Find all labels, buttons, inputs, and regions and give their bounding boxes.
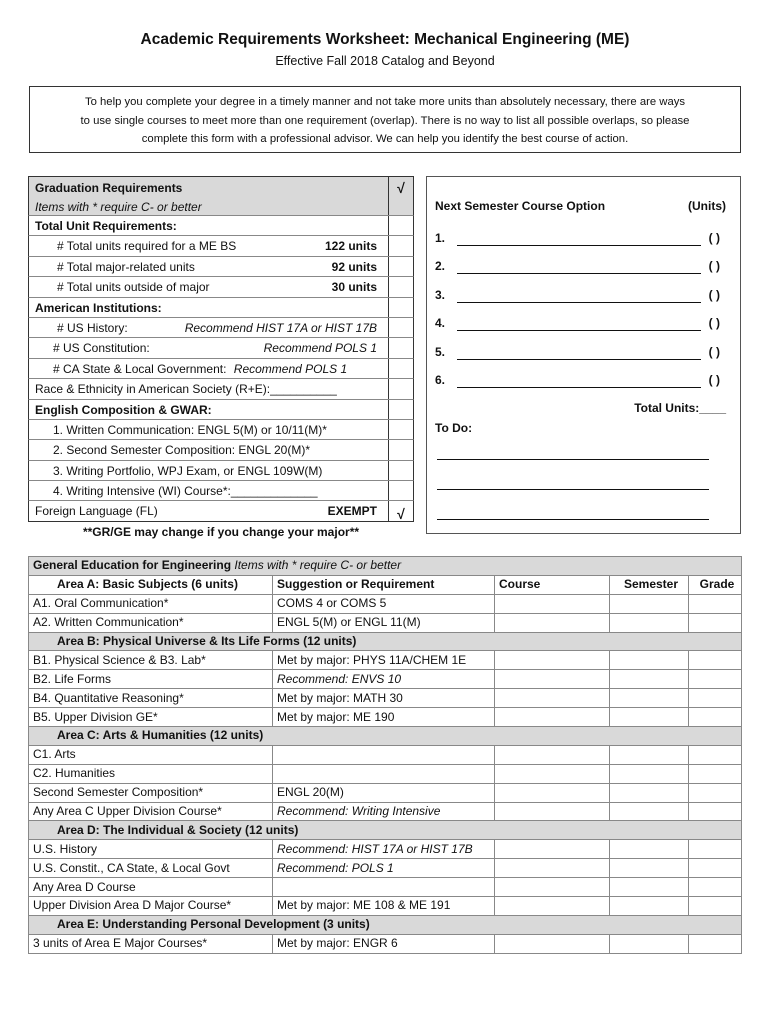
grad-note-row bbox=[28, 522, 414, 542]
course-cell[interactable] bbox=[495, 613, 610, 632]
option-number: 1. bbox=[435, 231, 446, 245]
grade-cell[interactable] bbox=[689, 859, 742, 878]
check-cell[interactable] bbox=[388, 440, 413, 459]
english-item: 3. Writing Portfolio, WPJ Exam, or ENGL 109W(M) bbox=[53, 463, 323, 478]
grad-row-value: 92 units bbox=[331, 259, 377, 274]
grade-cell[interactable] bbox=[689, 594, 742, 613]
requirement-cell: 3 units of Area E Major Courses* bbox=[29, 934, 273, 953]
option-number: 5. bbox=[435, 345, 446, 359]
course-cell[interactable] bbox=[495, 934, 610, 953]
area-row bbox=[29, 632, 742, 651]
check-cell[interactable] bbox=[388, 236, 413, 255]
requirement-cell: B2. Life Forms bbox=[29, 670, 273, 689]
total-units[interactable]: Total Units:____ bbox=[634, 401, 726, 415]
semester-cell[interactable] bbox=[610, 651, 689, 670]
grad-row-value: 30 units bbox=[331, 280, 377, 295]
course-cell[interactable] bbox=[495, 859, 610, 878]
area-b-heading: Area B: Physical Universe & Its Life Forms (12 units) bbox=[29, 632, 742, 651]
check-cell[interactable] bbox=[388, 298, 413, 317]
option-units[interactable]: ( ) bbox=[708, 259, 720, 273]
requirement-cell: U.S. Constit., CA State, & Local Govt bbox=[29, 859, 273, 878]
check-cell[interactable] bbox=[388, 481, 413, 500]
grade-cell[interactable] bbox=[689, 689, 742, 708]
suggestion-cell bbox=[273, 764, 495, 783]
grad-row bbox=[28, 318, 414, 338]
course-cell[interactable] bbox=[495, 764, 610, 783]
todo-label: To Do: bbox=[435, 421, 473, 435]
option-line[interactable] bbox=[457, 259, 701, 274]
course-cell[interactable] bbox=[495, 745, 610, 764]
graduation-requirements bbox=[28, 176, 414, 542]
us-constitution-value: Recommend POLS 1 bbox=[263, 341, 377, 356]
foreign-language-label: Foreign Language (FL) bbox=[35, 504, 158, 519]
english-composition-label: English Composition & GWAR: bbox=[35, 402, 212, 417]
grade-cell[interactable] bbox=[689, 934, 742, 953]
table-row bbox=[29, 859, 742, 878]
ge-header-row bbox=[29, 575, 742, 594]
american-institutions-label: American Institutions: bbox=[35, 300, 162, 315]
grad-row bbox=[28, 379, 414, 399]
english-item: 4. Writing Intensive (WI) Course*:_____________ bbox=[53, 484, 318, 499]
grade-cell[interactable] bbox=[689, 651, 742, 670]
requirement-cell: C1. Arts bbox=[29, 745, 273, 764]
check-header: √ bbox=[388, 177, 413, 215]
table-row bbox=[29, 802, 742, 821]
option-line[interactable] bbox=[457, 231, 701, 246]
us-history-label: # US History: bbox=[57, 320, 128, 335]
intro-line: complete this form with a professional advisor. We can help you identify the best course of action. bbox=[141, 133, 629, 145]
semester-cell[interactable] bbox=[610, 859, 689, 878]
option-units[interactable]: ( ) bbox=[708, 231, 720, 245]
check-cell[interactable] bbox=[388, 461, 413, 480]
check-cell[interactable] bbox=[388, 400, 413, 419]
suggestion-cell: Recommend: ENVS 10 bbox=[273, 670, 495, 689]
grade-cell[interactable] bbox=[689, 897, 742, 916]
next-semester-heading: Next Semester Course Option bbox=[435, 199, 606, 213]
option-number: 6. bbox=[435, 373, 446, 387]
table-row bbox=[29, 689, 742, 708]
foreign-language-check[interactable]: √ bbox=[388, 501, 413, 520]
table-row bbox=[29, 897, 742, 916]
option-units[interactable]: ( ) bbox=[708, 373, 720, 387]
us-history-value: Recommend HIST 17A or HIST 17B bbox=[184, 320, 377, 335]
table-row bbox=[29, 934, 742, 953]
table-row bbox=[29, 670, 742, 689]
table-row bbox=[29, 878, 742, 897]
total-units-label: Total Unit Requirements: bbox=[35, 219, 177, 233]
check-cell[interactable] bbox=[388, 277, 413, 296]
option-units[interactable]: ( ) bbox=[708, 288, 720, 302]
area-row bbox=[29, 727, 742, 746]
todo-line[interactable] bbox=[437, 519, 709, 520]
grade-cell[interactable] bbox=[689, 764, 742, 783]
course-cell[interactable] bbox=[495, 802, 610, 821]
col-course: Course bbox=[495, 575, 610, 594]
semester-cell[interactable] bbox=[610, 613, 689, 632]
grad-note: **GR/GE may change if you change your major** bbox=[82, 524, 360, 539]
semester-cell[interactable] bbox=[610, 783, 689, 802]
table-row bbox=[29, 651, 742, 670]
option-units[interactable]: ( ) bbox=[708, 316, 720, 330]
col-grade: Grade bbox=[689, 575, 742, 594]
semester-cell[interactable] bbox=[610, 745, 689, 764]
suggestion-cell: Recommend: HIST 17A or HIST 17B bbox=[273, 840, 495, 859]
grad-heading: Graduation Requirements bbox=[35, 181, 183, 195]
table-row bbox=[29, 840, 742, 859]
ge-title-cell bbox=[29, 557, 742, 576]
semester-cell[interactable] bbox=[610, 897, 689, 916]
grad-row bbox=[28, 400, 414, 420]
semester-cell[interactable] bbox=[610, 670, 689, 689]
semester-cell[interactable] bbox=[610, 689, 689, 708]
table-row bbox=[29, 764, 742, 783]
semester-cell[interactable] bbox=[610, 878, 689, 897]
course-cell[interactable] bbox=[495, 594, 610, 613]
ca-state-value: Recommend POLS 1 bbox=[233, 361, 348, 376]
check-cell[interactable] bbox=[388, 420, 413, 439]
requirement-cell: Second Semester Composition* bbox=[29, 783, 273, 802]
grad-row bbox=[28, 359, 414, 379]
area-row bbox=[29, 915, 742, 934]
grad-row-label: # Total units outside of major bbox=[57, 280, 210, 295]
suggestion-cell: Met by major: MATH 30 bbox=[273, 689, 495, 708]
option-number: 4. bbox=[435, 316, 446, 330]
race-ethnicity-label: Race & Ethnicity in American Society (R+E):__________ bbox=[35, 382, 337, 397]
english-item: 1. Written Communication: ENGL 5(M) or 10/11(M)* bbox=[53, 422, 327, 437]
semester-cell[interactable] bbox=[610, 594, 689, 613]
grad-row bbox=[28, 338, 414, 358]
grad-row-label: # Total units required for a ME BS bbox=[57, 239, 237, 254]
check-cell[interactable] bbox=[388, 318, 413, 337]
ge-title-row bbox=[29, 557, 742, 576]
suggestion-cell bbox=[273, 878, 495, 897]
ca-state-label: # CA State & Local Government: bbox=[53, 361, 227, 376]
course-cell[interactable] bbox=[495, 651, 610, 670]
grad-row bbox=[28, 257, 414, 277]
us-constitution-label: # US Constitution: bbox=[53, 341, 150, 356]
ge-table bbox=[28, 556, 742, 954]
col-suggestion: Suggestion or Requirement bbox=[273, 575, 495, 594]
requirement-cell: Upper Division Area D Major Course* bbox=[29, 897, 273, 916]
intro-box bbox=[29, 86, 741, 153]
requirement-cell: C2. Humanities bbox=[29, 764, 273, 783]
table-row bbox=[29, 708, 742, 727]
course-cell[interactable] bbox=[495, 708, 610, 727]
course-cell[interactable] bbox=[495, 670, 610, 689]
option-number: 2. bbox=[435, 259, 446, 273]
course-cell[interactable] bbox=[495, 897, 610, 916]
suggestion-cell: Recommend: POLS 1 bbox=[273, 859, 495, 878]
requirement-cell: B5. Upper Division GE* bbox=[29, 708, 273, 727]
col-semester: Semester bbox=[610, 575, 689, 594]
suggestion-cell: Met by major: PHYS 11A/CHEM 1E bbox=[273, 651, 495, 670]
intro-line: to use single courses to meet more than one requirement (overlap). There is no way to list all possible overlaps, so please bbox=[80, 114, 690, 127]
suggestion-cell bbox=[273, 745, 495, 764]
option-line[interactable] bbox=[457, 288, 701, 303]
grade-cell[interactable] bbox=[689, 745, 742, 764]
semester-cell[interactable] bbox=[610, 764, 689, 783]
semester-cell[interactable] bbox=[610, 708, 689, 727]
grade-cell[interactable] bbox=[689, 613, 742, 632]
option-line[interactable] bbox=[457, 316, 701, 331]
semester-cell[interactable] bbox=[610, 802, 689, 821]
next-semester-box bbox=[426, 176, 741, 534]
grad-row bbox=[28, 420, 414, 440]
requirement-cell: A1. Oral Communication* bbox=[29, 594, 273, 613]
grad-row bbox=[28, 236, 414, 256]
grade-cell[interactable] bbox=[689, 878, 742, 897]
grad-row-value: 122 units bbox=[324, 239, 377, 254]
requirement-cell: B4. Quantitative Reasoning* bbox=[29, 689, 273, 708]
requirement-cell: B1. Physical Science & B3. Lab* bbox=[29, 651, 273, 670]
grad-row bbox=[28, 481, 414, 501]
requirement-cell: Any Area D Course bbox=[29, 878, 273, 897]
option-number: 3. bbox=[435, 288, 446, 302]
area-c-heading: Area C: Arts & Humanities (12 units) bbox=[29, 727, 742, 746]
course-cell[interactable] bbox=[495, 689, 610, 708]
grade-cell[interactable] bbox=[689, 802, 742, 821]
grad-row bbox=[28, 501, 414, 521]
grad-row bbox=[28, 461, 414, 481]
table-row bbox=[29, 745, 742, 764]
units-heading: (Units) bbox=[688, 199, 726, 213]
grade-cell[interactable] bbox=[689, 708, 742, 727]
suggestion-cell: ENGL 5(M) or ENGL 11(M) bbox=[273, 613, 495, 632]
grad-row bbox=[28, 298, 414, 318]
semester-cell[interactable] bbox=[610, 840, 689, 859]
grade-cell[interactable] bbox=[689, 783, 742, 802]
grad-row bbox=[28, 216, 414, 236]
grad-subheading: Items with * require C- or better bbox=[35, 200, 202, 214]
suggestion-cell: Recommend: Writing Intensive bbox=[273, 802, 495, 821]
area-a-heading: Area A: Basic Subjects (6 units) bbox=[29, 575, 273, 594]
ge-title: General Education for Engineering bbox=[33, 558, 232, 573]
course-cell[interactable] bbox=[495, 878, 610, 897]
grad-row bbox=[28, 277, 414, 297]
area-e-heading: Area E: Understanding Personal Development (3 units) bbox=[29, 915, 742, 934]
intro-line: To help you complete your degree in a timely manner and not take more units than absolutely necessary, there are ways bbox=[84, 96, 686, 108]
check-cell[interactable] bbox=[388, 379, 413, 398]
requirement-cell: A2. Written Communication* bbox=[29, 613, 273, 632]
course-cell[interactable] bbox=[495, 840, 610, 859]
check-cell[interactable] bbox=[388, 257, 413, 276]
option-line[interactable] bbox=[457, 345, 701, 360]
suggestion-cell: COMS 4 or COMS 5 bbox=[273, 594, 495, 613]
table-row bbox=[29, 613, 742, 632]
semester-cell[interactable] bbox=[610, 934, 689, 953]
todo-line[interactable] bbox=[437, 489, 709, 490]
check-cell[interactable] bbox=[388, 338, 413, 357]
page-subtitle: Effective Fall 2018 Catalog and Beyond bbox=[275, 54, 495, 68]
grad-row-label: # Total major-related units bbox=[57, 259, 195, 274]
area-row bbox=[29, 821, 742, 840]
area-d-heading: Area D: The Individual & Society (12 units) bbox=[29, 821, 742, 840]
ge-title-note: Items with * require C- or better bbox=[231, 558, 402, 573]
grade-cell[interactable] bbox=[689, 670, 742, 689]
grad-header bbox=[28, 176, 414, 216]
english-item: 2. Second Semester Composition: ENGL 20(M)* bbox=[53, 443, 310, 458]
suggestion-cell: ENGL 20(M) bbox=[273, 783, 495, 802]
suggestion-cell: Met by major: ME 190 bbox=[273, 708, 495, 727]
option-line[interactable] bbox=[457, 373, 701, 388]
foreign-language-value: EXEMPT bbox=[327, 504, 377, 519]
requirement-cell: U.S. History bbox=[29, 840, 273, 859]
course-cell[interactable] bbox=[495, 783, 610, 802]
grade-cell[interactable] bbox=[689, 840, 742, 859]
check-cell[interactable] bbox=[388, 359, 413, 378]
suggestion-cell: Met by major: ENGR 6 bbox=[273, 934, 495, 953]
table-row bbox=[29, 594, 742, 613]
requirement-cell: Any Area C Upper Division Course* bbox=[29, 802, 273, 821]
table-row bbox=[29, 783, 742, 802]
check-cell[interactable] bbox=[388, 216, 413, 235]
suggestion-cell: Met by major: ME 108 & ME 191 bbox=[273, 897, 495, 916]
grad-row bbox=[28, 440, 414, 460]
todo-line[interactable] bbox=[437, 459, 709, 460]
option-units[interactable]: ( ) bbox=[708, 345, 720, 359]
page-title: Academic Requirements Worksheet: Mechanical Engineering (ME) bbox=[140, 31, 630, 48]
